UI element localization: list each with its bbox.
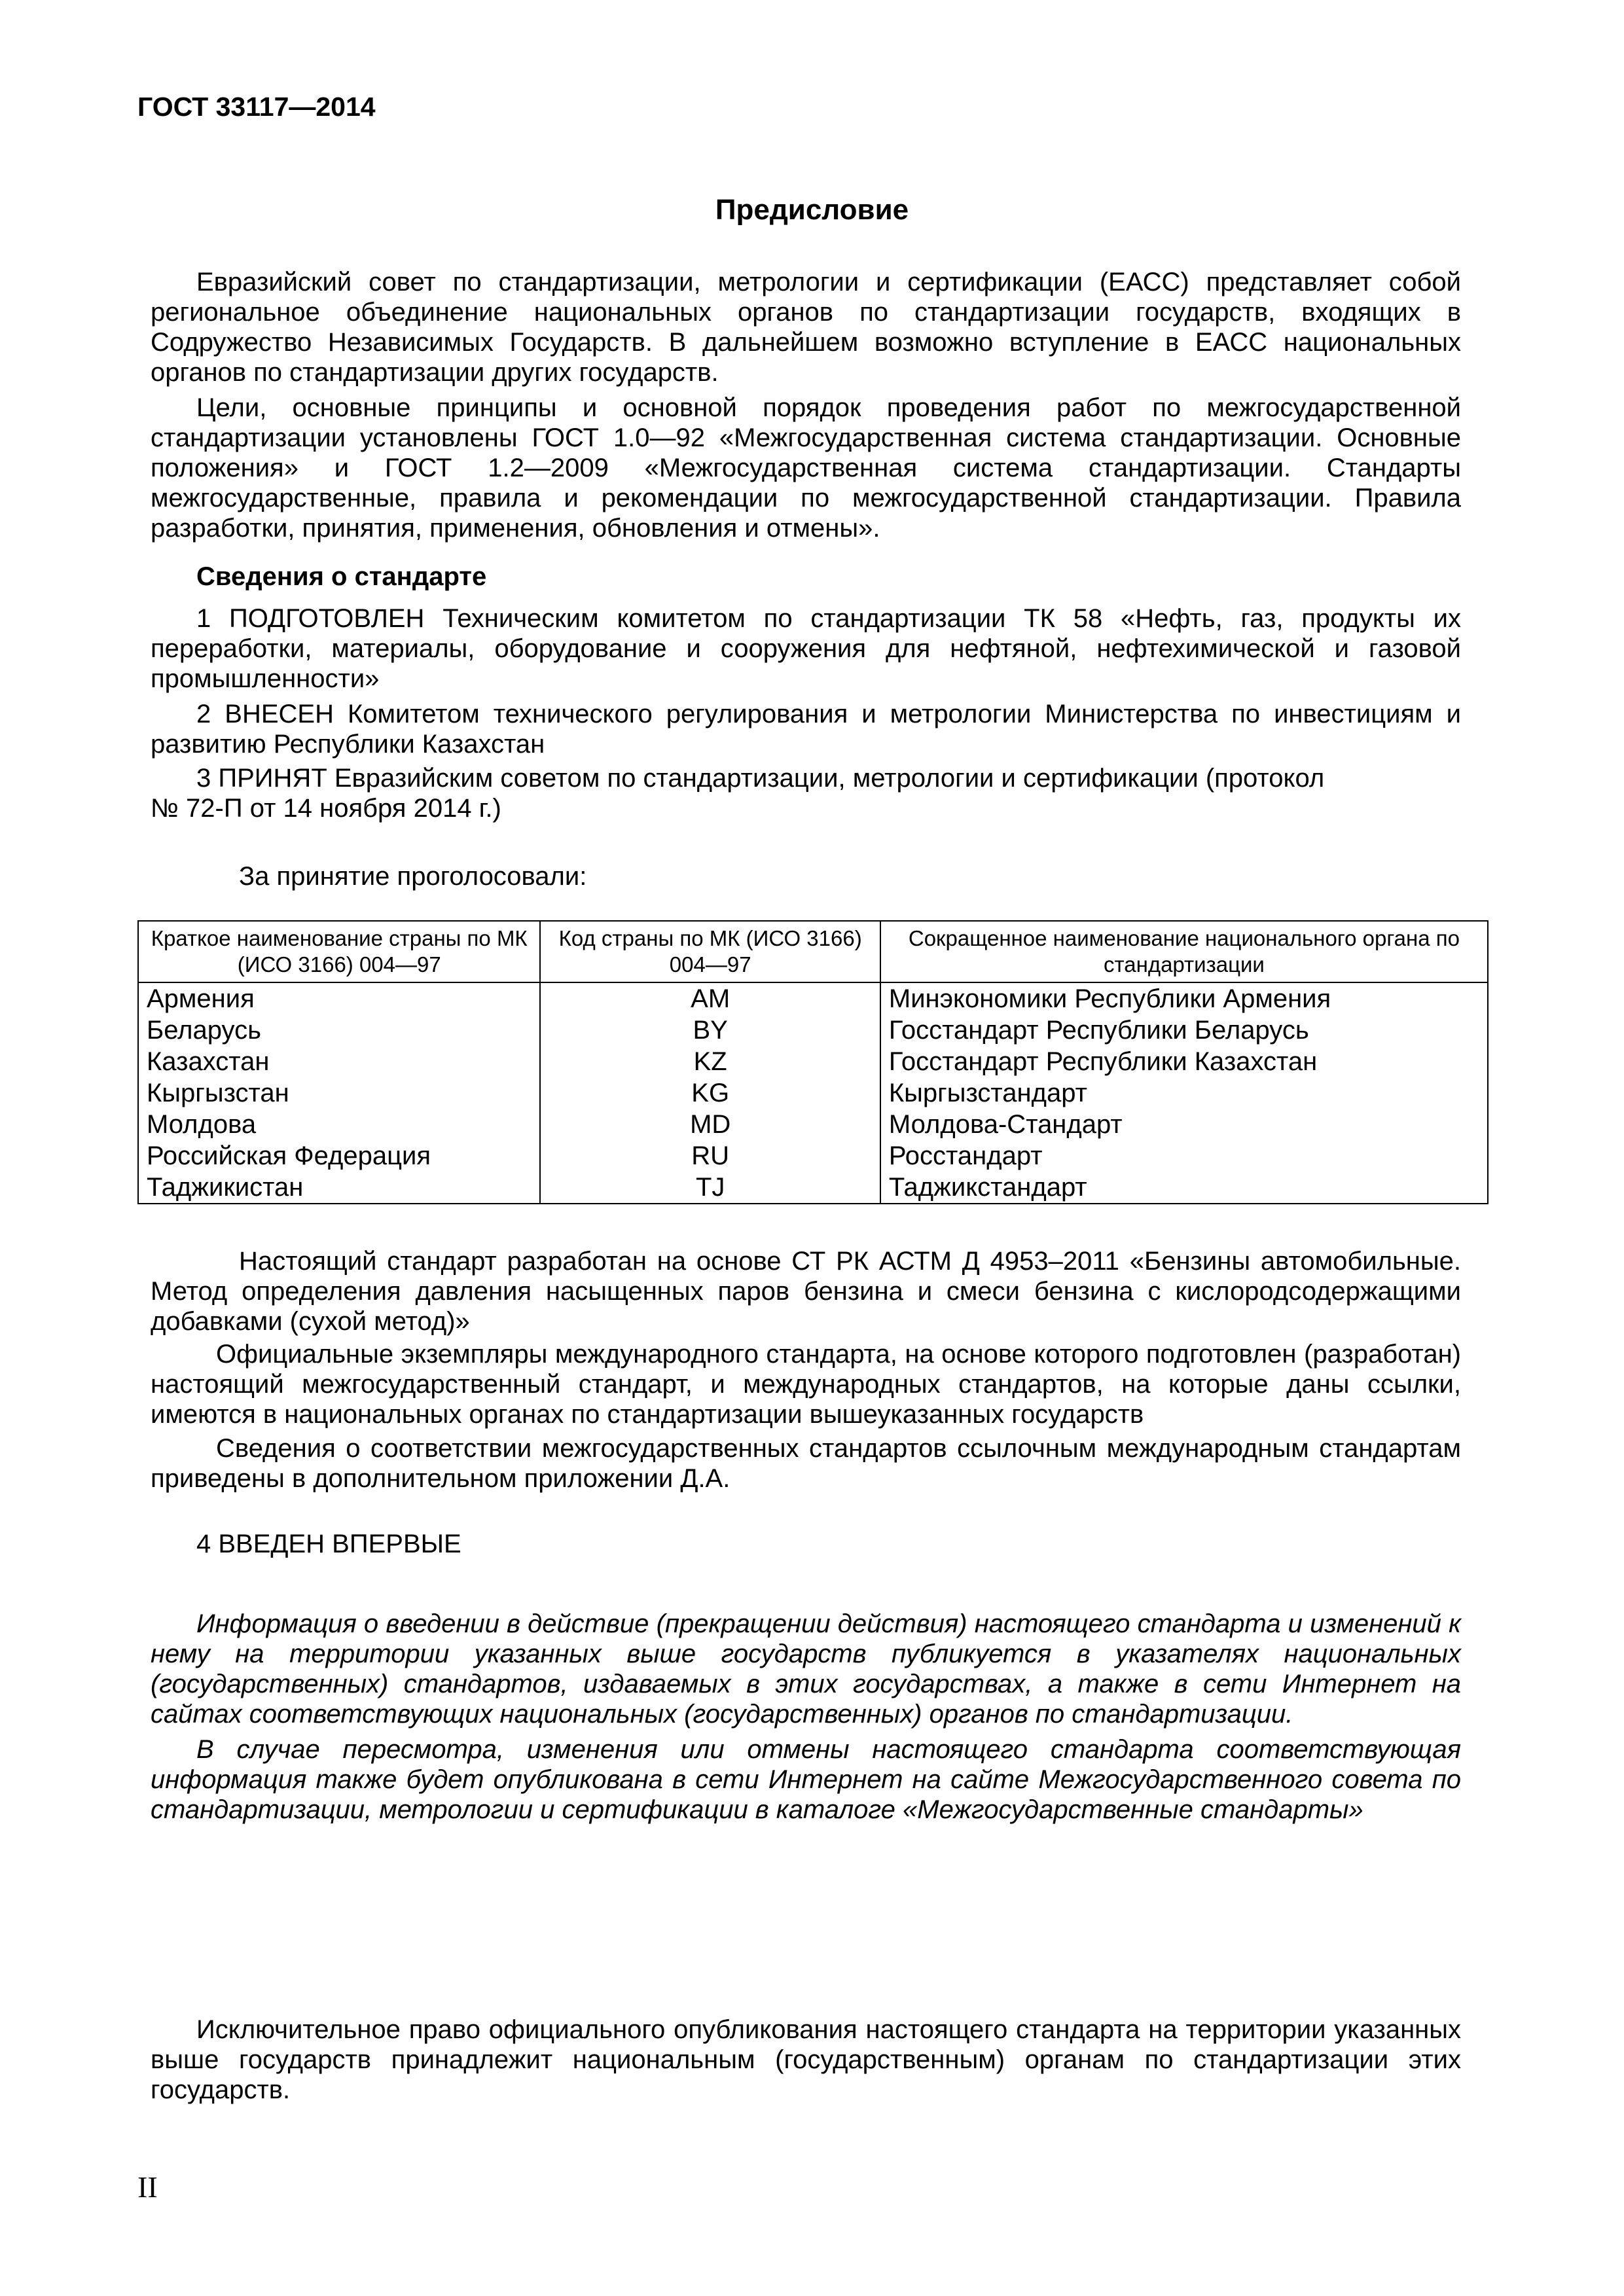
country-code: KZ — [540, 1046, 880, 1077]
voted-caption: За принятие проголосовали: — [239, 862, 587, 891]
standards-body: Таджикстандарт — [880, 1172, 1488, 1204]
table-row — [138, 1046, 1488, 1077]
country-name: Таджикистан — [138, 1172, 540, 1204]
table-row — [138, 1140, 1488, 1172]
standards-body: Госстандарт Республики Казахстан — [880, 1046, 1488, 1077]
country-name: Казахстан — [138, 1046, 540, 1077]
header-standards-body: Сокращенное наименование национального органа по стандартизации — [880, 921, 1488, 982]
standards-body: Минэкономики Республики Армения — [880, 982, 1488, 1014]
preface-paragraph-2: Цели, основные принципы и основной порядок проведения работ по межгосударственной стандартизации установлены ГОСТ 1.0—92 «Межгосударственная система стандартизации. Основные положения» и ГОСТ 1.2—2009 «Межгосударственная система стандартизации. Стандарты межгосударственные, правила и рекомендации по межгосударственной стандартизации. Правила разработки, принятия, применения, обновления и отмены». — [151, 393, 1461, 543]
publication-rights-paragraph: Исключительное право официального опубликования настоящего стандарта на территории указанных выше государств принадлежит национальным (государственным) органам по стандартизации этих государств. — [151, 2015, 1461, 2104]
official-copies-paragraph: Официальные экземпляры международного стандарта, на основе которого подготовлен (разработан) настоящий межгосударственный стандарт, и международных стандартов, на которые даны ссылки, имеются в национальных органах по стандартизации вышеуказанных государств — [151, 1340, 1461, 1429]
page-number: II — [137, 2170, 158, 2204]
country-name: Кыргызстан — [138, 1077, 540, 1109]
info-item-3: 3 ПРИНЯТ Евразийским советом по стандартизации, метрологии и сертификации (протокол № 72-П от 14 ноября 2014 г.) — [151, 764, 1325, 823]
standards-body: Молдова-Стандарт — [880, 1109, 1488, 1140]
country-name: Армения — [138, 982, 540, 1014]
preface-paragraph-1: Евразийский совет по стандартизации, метрологии и сертификации (ЕАСС) представляет собой региональное объединение национальных органов по стандартизации государств, входящих в Содружество Независимых Государств. В дальнейшем возможно вступление в ЕАСС национальных органов по стандартизации других государств. — [151, 268, 1461, 387]
standards-body: Росстандарт — [880, 1140, 1488, 1172]
info-item-1: 1 ПОДГОТОВЛЕН Техническим комитетом по стандартизации ТК 58 «Нефть, газ, продукты их переработки, материалы, оборудование и сооружения для нефтяной, нефтехимической и газовой промышленности» — [151, 604, 1461, 693]
notice-paragraph-1: Информация о введении в действие (прекращении действия) настоящего стандарта и изменений к нему на территории указанных выше государств публикуется в указателях национальных (государственных) стандартов, издаваемых в этих государствах, а также в сети Интернет на сайтах соответствующих национальных (государственных) органов по стандартизации. — [151, 1609, 1461, 1729]
standard-code: ГОСТ 33117—2014 — [137, 92, 376, 122]
table-row — [138, 982, 1488, 1014]
table-row — [138, 1077, 1488, 1109]
table-header-row — [138, 921, 1488, 982]
conformity-paragraph: Сведения о соответствии межгосударственных стандартов ссылочным международным стандартам приведены в дополнительном приложении Д.А. — [151, 1434, 1461, 1493]
country-code: RU — [540, 1140, 880, 1172]
table-row — [138, 1172, 1488, 1204]
basis-paragraph: Настоящий стандарт разработан на основе СТ РК АСТМ Д 4953–2011 «Бензины автомобильные. Метод определения давления насыщенных паров бензина и смеси бензина с кислородсодержащими добавками (сухой метод)» — [151, 1247, 1461, 1336]
standards-body: Кыргызстандарт — [880, 1077, 1488, 1109]
country-code: MD — [540, 1109, 880, 1140]
header-country-name: Краткое наименование страны по МК (ИСО 3166) 004—97 — [138, 921, 540, 982]
info-item-2: 2 ВНЕСЕН Комитетом технического регулирования и метрологии Министерства по инвестициям и развитию Республики Казахстан — [151, 700, 1461, 759]
preface-title: Предисловие — [715, 194, 909, 226]
country-name: Российская Федерация — [138, 1140, 540, 1172]
header-country-code: Код страны по МК (ИСО 3166) 004—97 — [540, 921, 880, 982]
table-row — [138, 1109, 1488, 1140]
notice-paragraph-2: В случае пересмотра, изменения или отмены настоящего стандарта соответствующая информация также будет опубликована в сети Интернет на сайте Межгосударственного совета по стандартизации, метрологии и сертификации в каталоге «Межгосударственные стандарты» — [151, 1735, 1461, 1824]
country-code: KG — [540, 1077, 880, 1109]
country-code: TJ — [540, 1172, 880, 1204]
standards-body: Госстандарт Республики Беларусь — [880, 1014, 1488, 1046]
country-name: Беларусь — [138, 1014, 540, 1046]
country-code: AM — [540, 982, 880, 1014]
table-row — [138, 1014, 1488, 1046]
country-code: BY — [540, 1014, 880, 1046]
country-name: Молдова — [138, 1109, 540, 1140]
standard-info-heading: Сведения о стандарте — [196, 562, 487, 591]
voting-countries-table — [137, 920, 1489, 1204]
info-item-4: 4 ВВЕДЕН ВПЕРВЫЕ — [196, 1530, 461, 1558]
